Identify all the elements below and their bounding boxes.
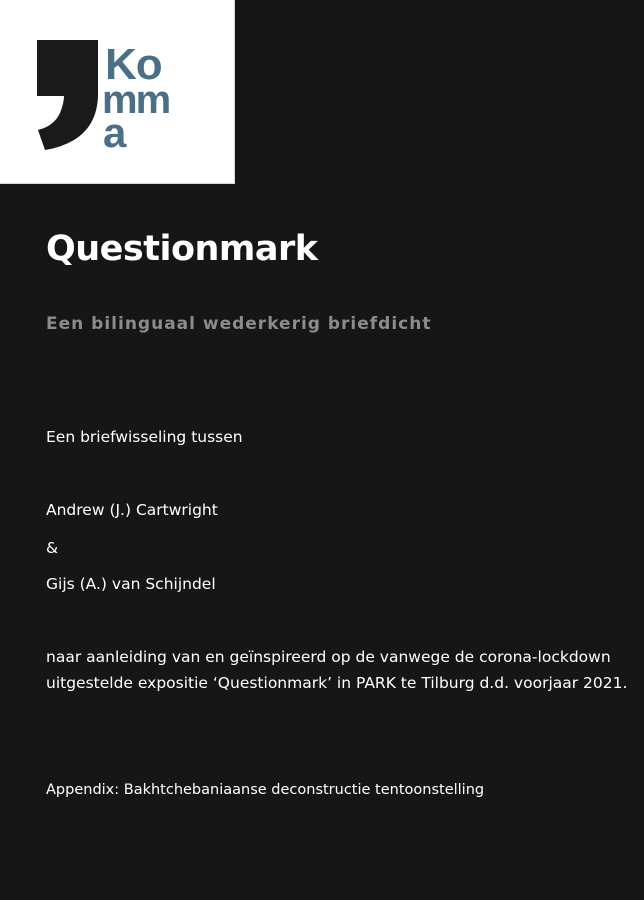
komma-logo-icon <box>0 0 235 184</box>
logo-text-line-2: mm <box>102 78 170 122</box>
occasion-line-1: naar aanleiding van en geïnspireerd op de vanwege de corona-lockdown <box>46 648 611 666</box>
document-subtitle: Een bilinguaal wederkerig briefdicht <box>46 314 432 334</box>
document-title: Questionmark <box>46 229 318 269</box>
ampersand: & <box>46 539 59 557</box>
publisher-logo <box>0 0 235 184</box>
appendix-text: Appendix: Bakhtchebaniaanse deconstructie tentoonstelling <box>46 782 485 798</box>
intro-text: Een briefwisseling tussen <box>46 428 243 446</box>
occasion-text <box>46 644 627 696</box>
logo-text-line-3: a <box>103 109 127 156</box>
author-1: Andrew (J.) Cartwright <box>46 501 218 519</box>
logo-text-line-1: Ko <box>105 40 162 89</box>
comma-icon <box>37 40 98 150</box>
author-2: Gijs (A.) van Schijndel <box>46 575 216 593</box>
occasion-line-2: uitgestelde expositie ‘Questionmark’ in PARK te Tilburg d.d. voorjaar 2021. <box>46 674 628 692</box>
